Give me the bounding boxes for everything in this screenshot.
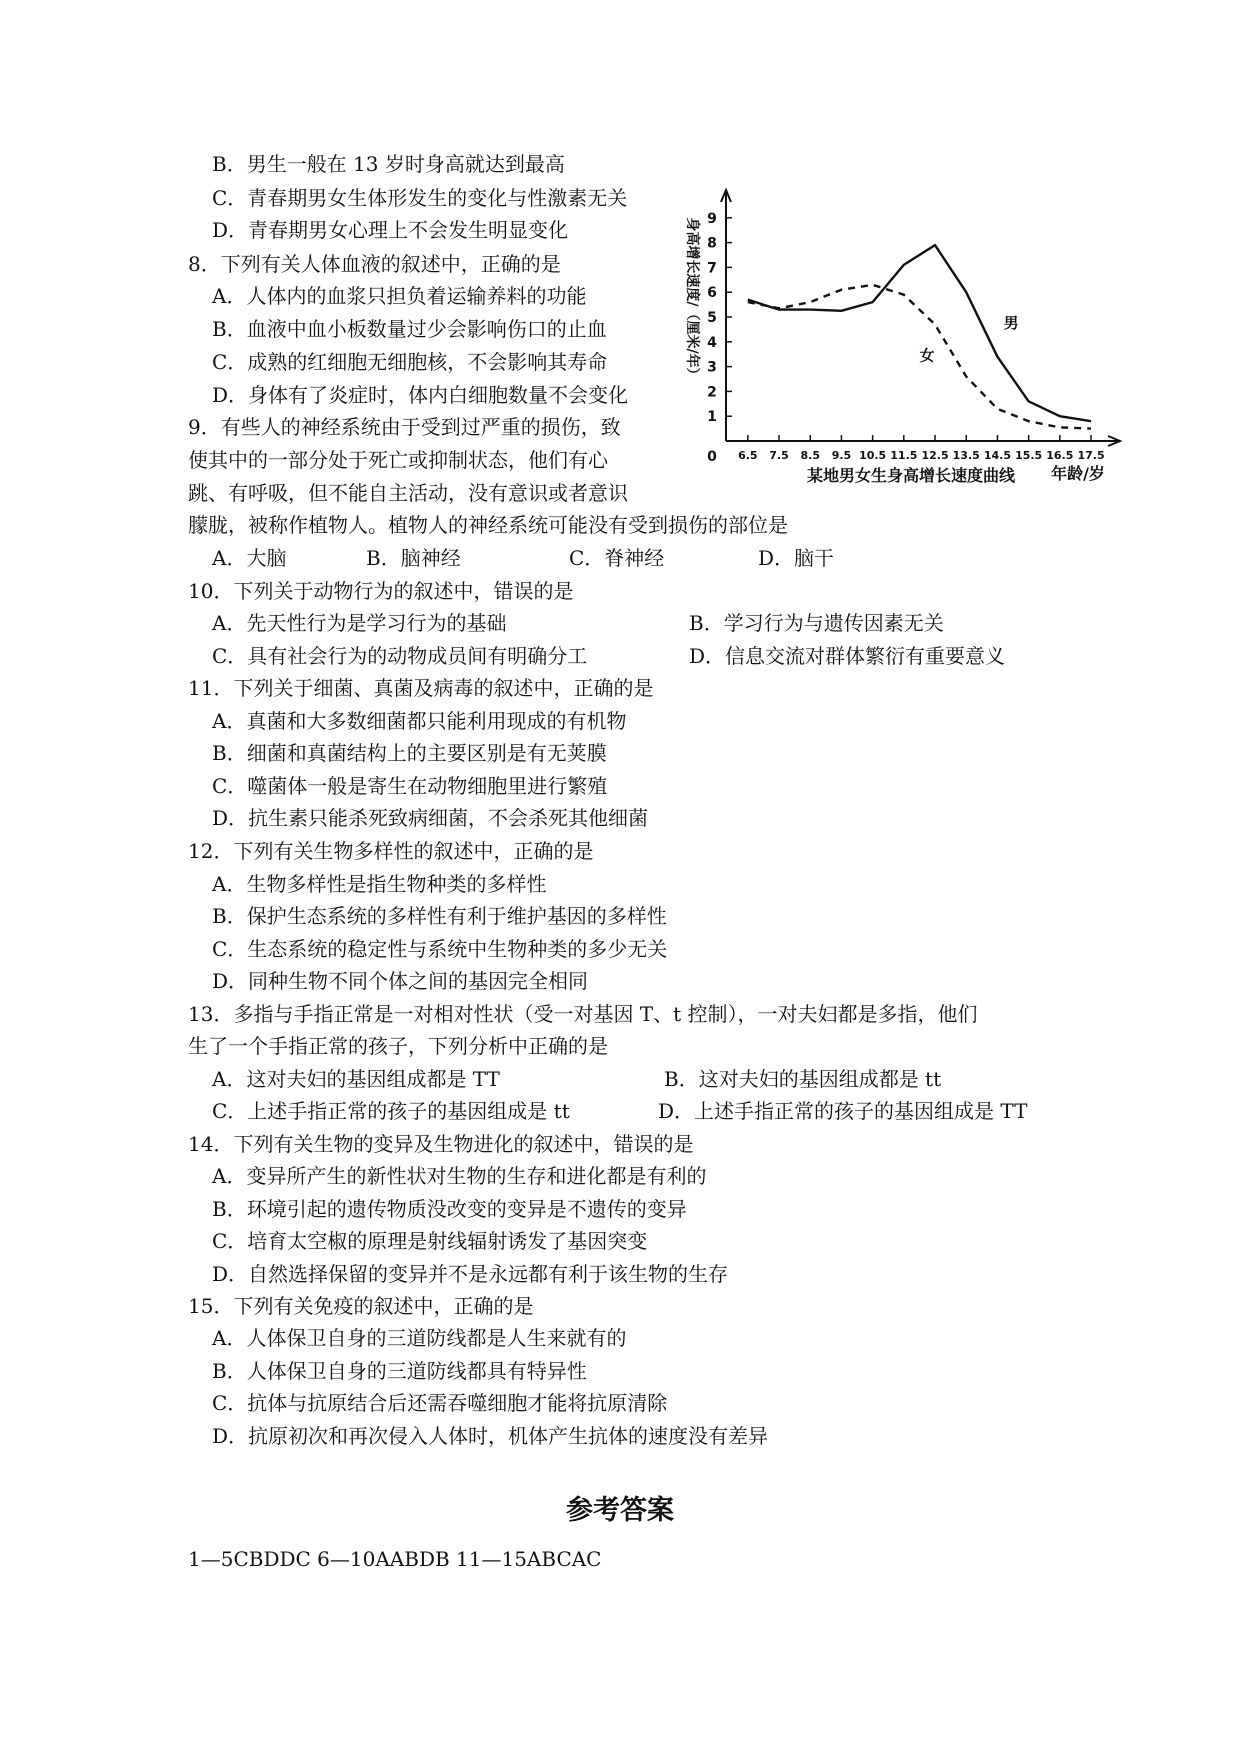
x-tick-label: 9.5 [831,449,852,462]
growth-speed-chart [676,186,1124,486]
q13-option-b: B．这对夫妇的基因组成都是 tt [664,1067,942,1091]
origin-label: 0 [707,449,717,465]
y-tick-label: 3 [707,359,717,376]
chart-ticks [707,211,1104,465]
q12-option-c: C．生态系统的稳定性与系统中生物种类的多少无关 [212,937,668,961]
q11-option-a: A．真菌和大多数细菌都只能利用现成的有机物 [212,709,627,733]
series-line-male [748,245,1091,421]
q8-option-d: D．身体有了炎症时，体内白细胞数量不会变化 [212,383,629,407]
chart-series [748,245,1091,429]
q15-option-b: B．人体保卫自身的三道防线都具有特异性 [212,1359,587,1383]
q8-stem: 8．下列有关人体血液的叙述中，正确的是 [188,252,561,276]
q8-option-a: A．人体内的血浆只担负着运输养料的功能 [212,284,587,308]
q13-option-d: D．上述手指正常的孩子的基因组成是 TT [658,1099,1028,1123]
q15-stem: 15．下列有关免疫的叙述中，正确的是 [188,1294,534,1318]
q12-stem: 12．下列有关生物多样性的叙述中，正确的是 [188,839,594,863]
y-axis-title: 身高增长速度/（厘米/年） [684,217,700,382]
q11-option-c: C．噬菌体一般是寄生在动物细胞里进行繁殖 [212,774,608,798]
q9-option-d: D．脑干 [758,546,835,570]
chart-title: 某地男女生身高增长速度曲线 [806,466,1016,485]
x-tick-label: 15.5 [1015,449,1043,462]
q10-option-c: C．具有社会行为的动物成员间有明确分工 [212,644,588,668]
series-label-male: 男 [1003,314,1019,333]
q9-stem-line1: 9．有些人的神经系统由于受到过严重的损伤，致 [188,415,621,439]
q10-option-d: D．信息交流对群体繁衍有重要意义 [689,644,1006,668]
y-tick-label: 7 [707,260,717,277]
x-tick-label: 12.5 [921,449,949,462]
q11-stem: 11．下列关于细菌、真菌及病毒的叙述中，正确的是 [188,676,654,700]
q15-option-c: C．抗体与抗原结合后还需吞噬细胞才能将抗原清除 [212,1391,668,1415]
q11-option-d: D．抗生素只能杀死致病细菌，不会杀死其他细菌 [212,806,649,830]
q13-stem-line2: 生了一个手指正常的孩子，下列分析中正确的是 [188,1034,608,1058]
q12-option-b: B．保护生态系统的多样性有利于维护基因的多样性 [212,904,667,928]
y-tick-label: 2 [707,384,717,401]
y-tick-label: 4 [707,334,717,351]
q7-option-d: D．青春期男女心理上不会发生明显变化 [212,218,569,242]
q8-option-c: C．成熟的红细胞无细胞核，不会影响其寿命 [212,350,608,374]
q12-option-a: A．生物多样性是指生物种类的多样性 [212,872,547,896]
x-tick-label: 13.5 [952,449,980,462]
q14-option-a: A．变异所产生的新性状对生物的生存和进化都是有利的 [212,1164,707,1188]
q10-option-a: A．先天性行为是学习行为的基础 [212,611,507,635]
x-tick-label: 16.5 [1046,449,1074,462]
q9-stem-line4: 朦胧，被称作植物人。植物人的神经系统可能没有受到损伤的部位是 [188,513,788,537]
y-tick-label: 1 [707,409,717,426]
y-tick-label: 8 [707,235,717,252]
q10-option-b: B．学习行为与遗传因素无关 [689,611,944,635]
q12-option-d: D．同种生物不同个体之间的基因完全相同 [212,969,589,993]
answers-text: 1—5CBDDC 6—10AABDB 11—15ABCAC [188,1547,602,1571]
q11-option-b: B．细菌和真菌结构上的主要区别是有无荚膜 [212,741,607,765]
x-tick-label: 10.5 [859,449,887,462]
q7-option-b: B．男生一般在 13 岁时身高就达到最高 [212,152,565,176]
series-label-female: 女 [919,346,935,365]
q7-option-c: C．青春期男女生体形发生的变化与性激素无关 [212,186,628,210]
q14-option-d: D．自然选择保留的变异并不是永远都有利于该生物的生存 [212,1262,729,1286]
chart-axes [721,190,1120,446]
q13-stem-line1: 13．多指与手指正常是一对相对性状（受一对基因 T、t 控制），一对夫妇都是多指，他们 [188,1002,978,1026]
q9-option-b: B．脑神经 [366,546,461,570]
x-tick-label: 11.5 [890,449,918,462]
q8-option-b: B．血液中血小板数量过少会影响伤口的止血 [212,317,607,341]
q14-option-b: B．环境引起的遗传物质没改变的变异是不遗传的变异 [212,1197,687,1221]
q10-stem: 10．下列关于动物行为的叙述中，错误的是 [188,579,574,603]
q13-option-a: A．这对夫妇的基因组成都是 TT [212,1067,500,1091]
x-tick-label: 8.5 [800,449,820,462]
x-tick-label: 17.5 [1077,449,1105,462]
x-tick-label: 6.5 [738,449,758,462]
q15-option-a: A．人体保卫自身的三道防线都是人生来就有的 [212,1326,627,1350]
q9-option-a: A．大脑 [212,546,287,570]
q9-option-c: C．脊神经 [569,546,665,570]
x-tick-label: 14.5 [983,449,1012,462]
q13-option-c: C．上述手指正常的孩子的基因组成是 tt [212,1099,570,1123]
y-tick-label: 6 [707,285,717,302]
q14-stem: 14．下列有关生物的变异及生物进化的叙述中，错误的是 [188,1132,694,1156]
y-tick-label: 5 [707,310,717,327]
x-axis-title: 年龄/岁 [1051,464,1105,483]
q9-stem-line3: 跳、有呼吸，但不能自主活动，没有意识或者意识 [188,481,628,505]
y-tick-label: 9 [707,210,717,227]
q15-option-d: D．抗原初次和再次侵入人体时，机体产生抗体的速度没有差异 [212,1424,769,1448]
q14-option-c: C．培育太空椒的原理是射线辐射诱发了基因突变 [212,1229,648,1253]
x-tick-label: 7.5 [769,449,789,462]
answers-title: 参考答案 [566,1495,674,1526]
chart-labels [684,217,1105,485]
q9-stem-line2: 使其中的一部分处于死亡或抑制状态，他们有心 [188,448,608,472]
